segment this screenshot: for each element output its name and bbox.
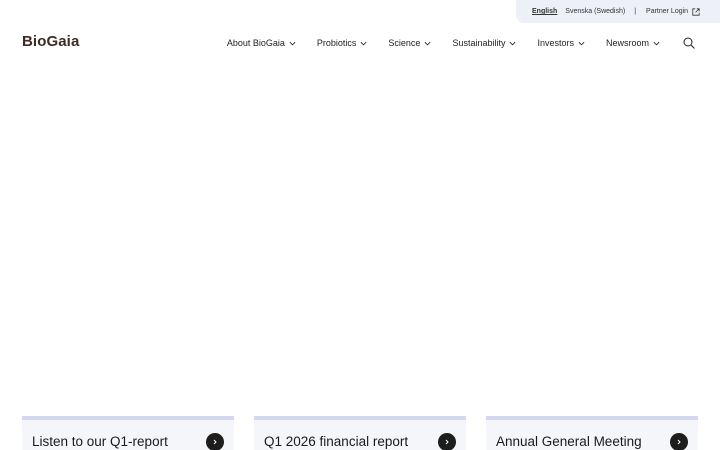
feature-cards xyxy=(22,416,698,450)
nav-item-label: Probiotics xyxy=(316,38,357,48)
nav-item-newsroom[interactable] xyxy=(606,38,660,48)
nav-item-label: Newsroom xyxy=(605,38,649,48)
nav-item-sustainability[interactable] xyxy=(452,38,516,48)
card-title: Listen to our Q1-report xyxy=(32,434,168,449)
main-nav xyxy=(227,38,660,48)
partner-login-link[interactable] xyxy=(646,8,700,16)
nav-item-label: Science xyxy=(388,38,421,48)
chevron-down-icon xyxy=(289,41,296,46)
chevron-right-icon xyxy=(676,439,682,445)
chevron-right-icon xyxy=(444,439,450,445)
card-q1-financial-report[interactable] xyxy=(254,416,466,450)
card-title: Annual General Meeting xyxy=(496,434,642,449)
partner-login-label: Partner Login xyxy=(646,8,689,15)
chevron-down-icon xyxy=(360,41,367,46)
nav-item-science[interactable] xyxy=(388,38,431,48)
nav-item-label: About BioGaia xyxy=(226,38,285,48)
chevron-right-icon xyxy=(212,439,218,445)
card-annual-general-meeting[interactable] xyxy=(486,416,698,450)
language-english-link[interactable]: English xyxy=(532,8,558,15)
search-icon[interactable] xyxy=(683,37,695,49)
external-link-icon xyxy=(692,8,700,16)
chevron-down-icon xyxy=(424,41,431,46)
language-swedish-link[interactable]: Svenska (Swedish) xyxy=(565,8,626,15)
chevron-down-icon xyxy=(578,41,585,46)
nav-item-label: Investors xyxy=(537,38,574,48)
language-bar xyxy=(516,0,720,23)
chevron-down-icon xyxy=(653,41,660,46)
card-arrow-button[interactable] xyxy=(206,433,224,450)
card-arrow-button[interactable] xyxy=(438,433,456,450)
nav-item-probiotics[interactable] xyxy=(317,38,368,48)
nav-item-about[interactable] xyxy=(227,38,296,48)
nav-item-investors[interactable] xyxy=(537,38,585,48)
card-q1-report-audio[interactable] xyxy=(22,416,234,450)
chevron-down-icon xyxy=(509,41,516,46)
nav-item-label: Sustainability xyxy=(452,38,506,48)
biogaia-logo[interactable]: BioGaia xyxy=(22,33,80,50)
card-title: Q1 2026 financial report xyxy=(264,434,409,449)
card-arrow-button[interactable] xyxy=(670,433,688,450)
language-separator: | xyxy=(634,8,637,15)
